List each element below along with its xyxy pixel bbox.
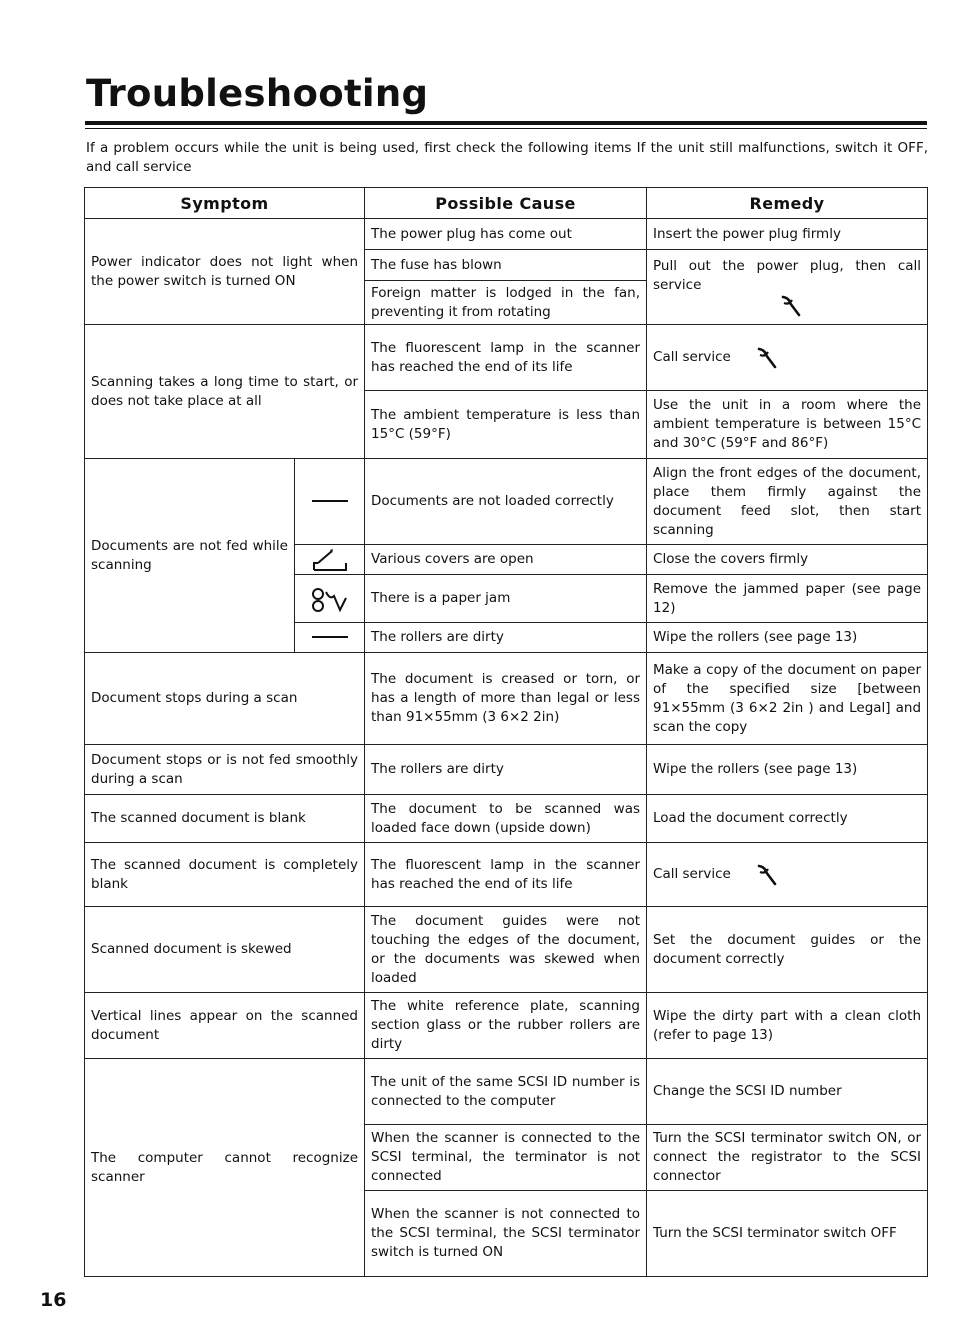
remedy-cell bbox=[647, 325, 928, 391]
title-rule-thick bbox=[85, 121, 927, 125]
cause-cell: When the scanner is connected to the SCSI terminal, the terminator is not connected bbox=[365, 1125, 647, 1191]
table-header-row bbox=[85, 188, 928, 219]
troubleshooting-table bbox=[84, 187, 928, 1277]
symptom-cell: Document stops or is not fed smoothly during a scan bbox=[85, 745, 365, 795]
cause-cell: The fuse has blown bbox=[365, 250, 647, 281]
cause-cell: Foreign matter is lodged in the fan, preventing it from rotating bbox=[365, 281, 647, 325]
cause-cell: The rollers are dirty bbox=[365, 745, 647, 795]
dash-icon bbox=[295, 623, 365, 653]
remedy-cell: Remove the jammed paper (see page 12) bbox=[647, 575, 928, 623]
symptom-cell: The scanned document is completely blank bbox=[85, 843, 365, 907]
header-remedy: Remedy bbox=[647, 188, 928, 219]
remedy-text: Call service bbox=[653, 866, 731, 882]
remedy-cell: Close the covers firmly bbox=[647, 545, 928, 575]
cover-open-icon bbox=[295, 545, 365, 575]
page-title: Troubleshooting bbox=[86, 72, 429, 115]
table-row bbox=[85, 653, 928, 745]
symptom-cell: The scanned document is blank bbox=[85, 795, 365, 843]
remedy-cell: Load the document correctly bbox=[647, 795, 928, 843]
remedy-cell: Insert the power plug firmly bbox=[647, 219, 928, 250]
remedy-cell: Wipe the rollers (see page 13) bbox=[647, 745, 928, 795]
remedy-cell: Align the front edges of the document, place them firmly against the document feed slot, then start scanning bbox=[647, 459, 928, 545]
remedy-cell: Make a copy of the document on paper of the specified size [between 91×55mm (3 6×2 2in ) and Legal] and scan the copy bbox=[647, 653, 928, 745]
symptom-cell: Power indicator does not light when the power switch is turned ON bbox=[85, 219, 365, 325]
title-rule-thin bbox=[85, 128, 927, 129]
table-row bbox=[85, 993, 928, 1059]
wrench-icon bbox=[653, 295, 921, 317]
dash-icon bbox=[295, 459, 365, 545]
remedy-cell bbox=[647, 843, 928, 907]
cause-cell: The rollers are dirty bbox=[365, 623, 647, 653]
intro-text: If a problem occurs while the unit is being used, first check the following items If the unit still malfunctions, switch it OFF, and call service bbox=[86, 140, 928, 175]
symptom-cell: Document stops during a scan bbox=[85, 653, 365, 745]
symptom-cell: Vertical lines appear on the scanned document bbox=[85, 993, 365, 1059]
cause-cell: The document is creased or torn, or has a length of more than legal or less than 91×55mm (3 6×2 2in) bbox=[365, 653, 647, 745]
symptom-cell: Scanning takes a long time to start, or does not take place at all bbox=[85, 325, 365, 459]
remedy-cell: Turn the SCSI terminator switch ON, or connect the registrator to the SCSI connector bbox=[647, 1125, 928, 1191]
cause-cell: The document guides were not touching the edges of the document, or the documents was skewed when loaded bbox=[365, 907, 647, 993]
table-row bbox=[85, 459, 928, 545]
header-cause: Possible Cause bbox=[365, 188, 647, 219]
cause-cell: The ambient temperature is less than 15°C (59°F) bbox=[365, 391, 647, 459]
cause-cell: When the scanner is not connected to the SCSI terminal, the SCSI terminator switch is turned ON bbox=[365, 1191, 647, 1277]
cause-cell: The document to be scanned was loaded face down (upside down) bbox=[365, 795, 647, 843]
wrench-icon bbox=[757, 864, 777, 886]
table-row bbox=[85, 219, 928, 250]
table-row bbox=[85, 745, 928, 795]
remedy-cell bbox=[647, 250, 928, 325]
header-symptom: Symptom bbox=[85, 188, 365, 219]
cause-cell: There is a paper jam bbox=[365, 575, 647, 623]
table-row bbox=[85, 325, 928, 391]
wrench-icon bbox=[757, 347, 777, 369]
table-row bbox=[85, 795, 928, 843]
cause-cell: Various covers are open bbox=[365, 545, 647, 575]
cause-cell: The power plug has come out bbox=[365, 219, 647, 250]
cause-cell: Documents are not loaded correctly bbox=[365, 459, 647, 545]
cause-cell: The unit of the same SCSI ID number is connected to the computer bbox=[365, 1059, 647, 1125]
paper-jam-icon bbox=[295, 575, 365, 623]
cause-cell: The fluorescent lamp in the scanner has reached the end of its life bbox=[365, 843, 647, 907]
cause-cell: The fluorescent lamp in the scanner has reached the end of its life bbox=[365, 325, 647, 391]
symptom-cell: The computer cannot recognize scanner bbox=[85, 1059, 365, 1277]
cause-cell: The white reference plate, scanning section glass or the rubber rollers are dirty bbox=[365, 993, 647, 1059]
page-number: 16 bbox=[40, 1289, 67, 1311]
remedy-cell: Wipe the dirty part with a clean cloth (refer to page 13) bbox=[647, 993, 928, 1059]
remedy-cell: Wipe the rollers (see page 13) bbox=[647, 623, 928, 653]
remedy-cell: Use the unit in a room where the ambient temperature is between 15°C and 30°C (59°F and 86°F) bbox=[647, 391, 928, 459]
remedy-cell: Set the document guides or the document correctly bbox=[647, 907, 928, 993]
table-row bbox=[85, 1059, 928, 1125]
table-row bbox=[85, 907, 928, 993]
remedy-cell: Change the SCSI ID number bbox=[647, 1059, 928, 1125]
symptom-cell: Scanned document is skewed bbox=[85, 907, 365, 993]
remedy-text: Call service bbox=[653, 349, 731, 365]
remedy-cell: Turn the SCSI terminator switch OFF bbox=[647, 1191, 928, 1277]
table-row bbox=[85, 843, 928, 907]
symptom-cell: Documents are not fed while scanning bbox=[85, 459, 295, 653]
remedy-text: Pull out the power plug, then call service bbox=[653, 258, 922, 293]
